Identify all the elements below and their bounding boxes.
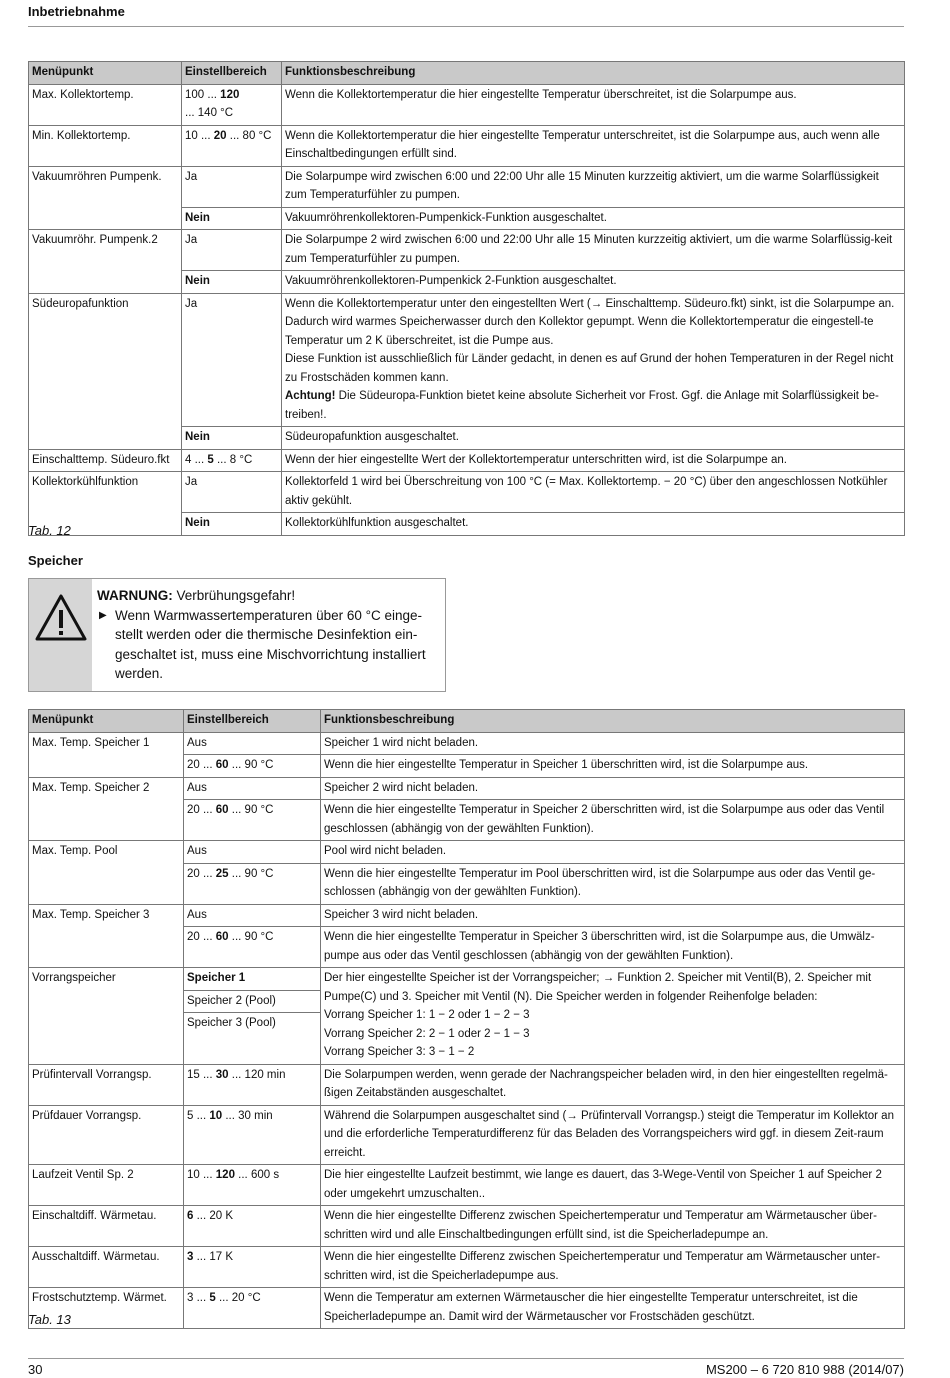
table-row [29,1247,905,1288]
range-cell: 3 ... 17 K [184,1247,321,1288]
range-cell: 3 ... 5 ... 20 °C [184,1288,321,1329]
column-header-menu: Menüpunkt [29,710,184,733]
menu-cell: Max. Kollektortemp. [29,84,182,125]
range-cell: 5 ... 10 ... 30 min [184,1105,321,1165]
menu-cell: Vakuumröhr. Pumpenk.2 [29,230,182,271]
menu-cell: Vakuumröhren Pumpenk. [29,166,182,207]
column-header-range: Einstellbereich [184,710,321,733]
table-row [29,1064,905,1105]
description-cell: Wenn die hier eingestellte Differenz zwischen Speichertemperatur und Temperatur am Wärmetauscher unter-schritten wird, ist die Speicherladepumpe aus. [321,1247,905,1288]
table-row [29,166,905,207]
description-cell: Wenn die hier eingestellte Temperatur in Speicher 2 überschritten wird, ist die Solarpumpe aus oder das Ventil geschlossen (abhängig von der gewählten Funktion). [321,800,905,841]
range-cell: 20 ... 60 ... 90 °C [184,800,321,841]
description-cell: Speicher 1 wird nicht beladen. [321,732,905,755]
range-cell: Nein [182,427,282,450]
description-cell: Pool wird nicht beladen. [321,841,905,864]
warning-icon-panel [29,579,92,691]
range-cell: 20 ... 60 ... 90 °C [184,755,321,778]
description-cell: Kollektorkühlfunktion ausgeschaltet. [282,513,905,536]
table-row [29,968,905,1065]
table-row [29,449,905,472]
page-header-title: Inbetriebnahme [28,4,125,19]
range-cell: Nein [182,513,282,536]
table-row [29,1165,905,1206]
table-12 [28,61,905,536]
warning-triangle-icon [33,591,89,647]
warning-label: WARNUNG: [97,588,173,603]
table-row [29,207,905,230]
menu-cell: Max. Temp. Speicher 3 [29,904,184,927]
range-cell: Aus [184,732,321,755]
section-title: Speicher [28,553,83,568]
menu-cell: Prüfintervall Vorrangsp. [29,1064,184,1105]
menu-cell: Min. Kollektortemp. [29,125,182,166]
page-header [28,4,904,27]
warning-title: Verbrühungsgefahr! [172,588,296,603]
description-cell: Die Solarpumpe 2 wird zwischen 6:00 und 22:00 Uhr alle 15 Minuten kurzzeitig aktiviert, um die warme Solarflüssig-keit zum Temperaturfühler zu pumpen. [282,230,905,271]
range-cell: Ja [182,472,282,513]
table-row [29,1105,905,1165]
table-row [29,927,905,968]
page-footer [28,1358,904,1376]
table-row [29,125,905,166]
table-row [29,472,905,513]
description-cell: Wenn die hier eingestellte Differenz zwischen Speichertemperatur und Temperatur am Wärmetauscher über-schritten wird und alle Einschaltbedingungen erfüllt sind, ist die Speicherladepumpe an. [321,1206,905,1247]
warning-item [97,606,437,684]
range-cell: 15 ... 30 ... 120 min [184,1064,321,1105]
table-12-caption: Tab. 12 [28,523,71,538]
menu-cell: Einschaltdiff. Wärmetau. [29,1206,184,1247]
menu-cell: Max. Temp. Speicher 2 [29,777,184,800]
menu-cell-empty [29,207,182,230]
table-row [29,230,905,271]
document-id: MS200 – 6 720 810 988 (2014/07) [705,1362,904,1377]
description-cell: Vakuumröhrenkollektoren-Pumpenkick 2-Funktion ausgeschaltet. [282,271,905,294]
description-cell: Der hier eingestellte Speicher ist der Vorrangspeicher; → Funktion 2. Speicher mit Ventil(B), 2. Speicher mit Pumpe(C) und 3. Speicher mit Ventil (N). Die Speicher werden in folgender Reihenfolge beladen: Vorrang Speicher 1: 1 − 2 oder 1 − 2 − 3 Vorrang Speicher 2: 2 − 1 oder 2 − 1 − 3 Vorrang Speicher 3: 3 − 1 − 2 [321,968,905,1065]
table-row [29,271,905,294]
table-row [29,732,905,755]
menu-cell: Vorrangspeicher [29,968,184,1065]
menu-cell-empty [29,271,182,294]
table-row [29,904,905,927]
description-cell: Die hier eingestellte Laufzeit bestimmt, wie lange es dauert, das 3-Wege-Ventil von Speicher 1 auf Speicher 2 oder umgekehrt umzuschalten.. [321,1165,905,1206]
warning-text [97,586,437,684]
table-13-caption: Tab. 13 [28,1312,71,1327]
description-cell: Wenn die hier eingestellte Temperatur in Speicher 1 überschritten wird, ist die Solarpumpe aus. [321,755,905,778]
description-cell: Wenn der hier eingestellte Wert der Kollektortemperatur unterschritten wird, ist die Solarpumpe an. [282,449,905,472]
description-cell: Speicher 3 wird nicht beladen. [321,904,905,927]
range-cell: Nein [182,207,282,230]
range-cell: Ja [182,230,282,271]
table-row [29,841,905,864]
range-cell: Nein [182,271,282,294]
range-cell: 10 ... 120 ... 600 s [184,1165,321,1206]
description-cell: Wenn die Kollektortemperatur die hier eingestellte Temperatur überschreitet, ist die Solarpumpe aus. [282,84,905,125]
menu-cell: Einschalttemp. Südeuro.fkt [29,449,182,472]
column-header-menu: Menüpunkt [29,62,182,85]
description-cell: Wenn die hier eingestellte Temperatur im Pool überschritten wird, ist die Solarpumpe aus oder das Ventil ge-schlossen (abhängig von der gewählten Funktion). [321,863,905,904]
table-row [29,863,905,904]
description-cell: Während die Solarpumpen ausgeschaltet sind (→ Prüfintervall Vorrangsp.) steigt die Temperatur im Kollektor an und die erforderliche Temperaturdifferenz für das Beladen des Vorrangspeichers wird ggf. in diesem Zeit-raum erreicht. [321,1105,905,1165]
table-header-row [29,62,905,85]
description-cell: Speicher 2 wird nicht beladen. [321,777,905,800]
menu-cell: Südeuropafunktion [29,293,182,427]
description-cell: Wenn die Kollektortemperatur die hier eingestellte Temperatur unterschreitet, ist die Solarpumpe aus, auch wenn alle Einschaltbedingungen erfüllt sind. [282,125,905,166]
description-cell: Wenn die Temperatur am externen Wärmetauscher die hier eingestellte Temperatur unterschreitet, ist die Speicherladepumpe an. Damit wird der Wärmetauscher vor Frostschäden geschützt. [321,1288,905,1329]
range-cell: 100 ... 120 ... 140 °C [182,84,282,125]
range-cell: 4 ... 5 ... 8 °C [182,449,282,472]
menu-cell: Max. Temp. Pool [29,841,184,864]
table-13 [28,709,905,1329]
range-cell: Aus [184,841,321,864]
table-row [29,755,905,778]
menu-cell: Kollektorkühlfunktion [29,472,182,513]
range-cell: 6 ... 20 K [184,1206,321,1247]
description-cell: Kollektorfeld 1 wird bei Überschreitung von 100 °C (= Max. Kollektortemp. − 20 °C) über den angeschlossen Notkühler aktiv gekühlt. [282,472,905,513]
menu-cell-empty [29,800,184,841]
range-cell: Aus [184,777,321,800]
range-cell: Aus [184,904,321,927]
warning-box [28,578,446,692]
menu-cell: Ausschaltdiff. Wärmetau. [29,1247,184,1288]
table-row [29,1288,905,1329]
menu-cell: Max. Temp. Speicher 1 [29,732,184,755]
description-cell: Die Solarpumpe wird zwischen 6:00 und 22:00 Uhr alle 15 Minuten kurzzeitig aktiviert, um die warme Solarflüssigkeit zum Temperaturfühler zu pumpen. [282,166,905,207]
range-cell: Ja [182,293,282,427]
menu-cell: Frostschutztemp. Wärmet. [29,1288,184,1329]
warning-item-text: Wenn Warmwassertemperaturen über 60 °C einge-stellt werden oder die thermische Desinfektion ein-geschaltet ist, muss eine Mischvorrichtung installiert werden. [115,607,426,681]
table-row [29,513,905,536]
column-header-description: Funktionsbeschreibung [282,62,905,85]
menu-cell-empty [29,863,184,904]
column-header-description: Funktionsbeschreibung [321,710,905,733]
description-cell: Wenn die Kollektortemperatur unter den eingestellten Wert (→ Einschalttemp. Südeuro.fkt) sinkt, ist die Solarpumpe an. Dadurch wird warmes Speicherwasser durch den Kollektor gepumpt. Wenn die Kollektortemperatur die eingestell-te Temperatur um 2 K überschreitet, ist die Pumpe aus. Diese Funktion ist ausschließlich für Länder gedacht, in denen es auf Grund der hohen Temperaturen in der Regel nicht zu Frostschäden kommen kann. Achtung! Die Südeuropa-Funktion bietet keine absolute Sicherheit vor Frost. Ggf. die Anlage mit Solarflüssigkeit be-treiben!. [282,293,905,427]
menu-cell-empty [29,755,184,778]
description-cell: Vakuumröhrenkollektoren-Pumpenkick-Funktion ausgeschaltet. [282,207,905,230]
menu-cell: Laufzeit Ventil Sp. 2 [29,1165,184,1206]
description-cell: Wenn die hier eingestellte Temperatur in Speicher 3 überschritten wird, ist die Solarpumpe aus, die Umwälz-pumpe aus oder das Ventil geschlossen (abhängig von der gewählten Funktion). [321,927,905,968]
table-row [29,777,905,800]
menu-cell: Prüfdauer Vorrangsp. [29,1105,184,1165]
table-row [29,1206,905,1247]
page-number: 30 [28,1362,43,1377]
range-cell: Ja [182,166,282,207]
table-row [29,427,905,450]
range-cell: 20 ... 25 ... 90 °C [184,863,321,904]
range-cell: 10 ... 20 ... 80 °C [182,125,282,166]
description-cell: Die Solarpumpen werden, wenn gerade der Nachrangspeicher beladen wird, in den hier eingestellten regelmä-ßigen Zeitabständen ausgeschaltet. [321,1064,905,1105]
description-cell: Südeuropafunktion ausgeschaltet. [282,427,905,450]
table-row [29,293,905,427]
menu-cell-empty [29,427,182,450]
arrow-right-icon: ▶ [99,609,107,621]
table-header-row [29,710,905,733]
table-row [29,800,905,841]
range-cell: 20 ... 60 ... 90 °C [184,927,321,968]
column-header-range: Einstellbereich [182,62,282,85]
table-row [29,84,905,125]
menu-cell-empty [29,927,184,968]
range-cell: Speicher 1 Speicher 2 (Pool) Speicher 3 (Pool) [184,968,321,1065]
